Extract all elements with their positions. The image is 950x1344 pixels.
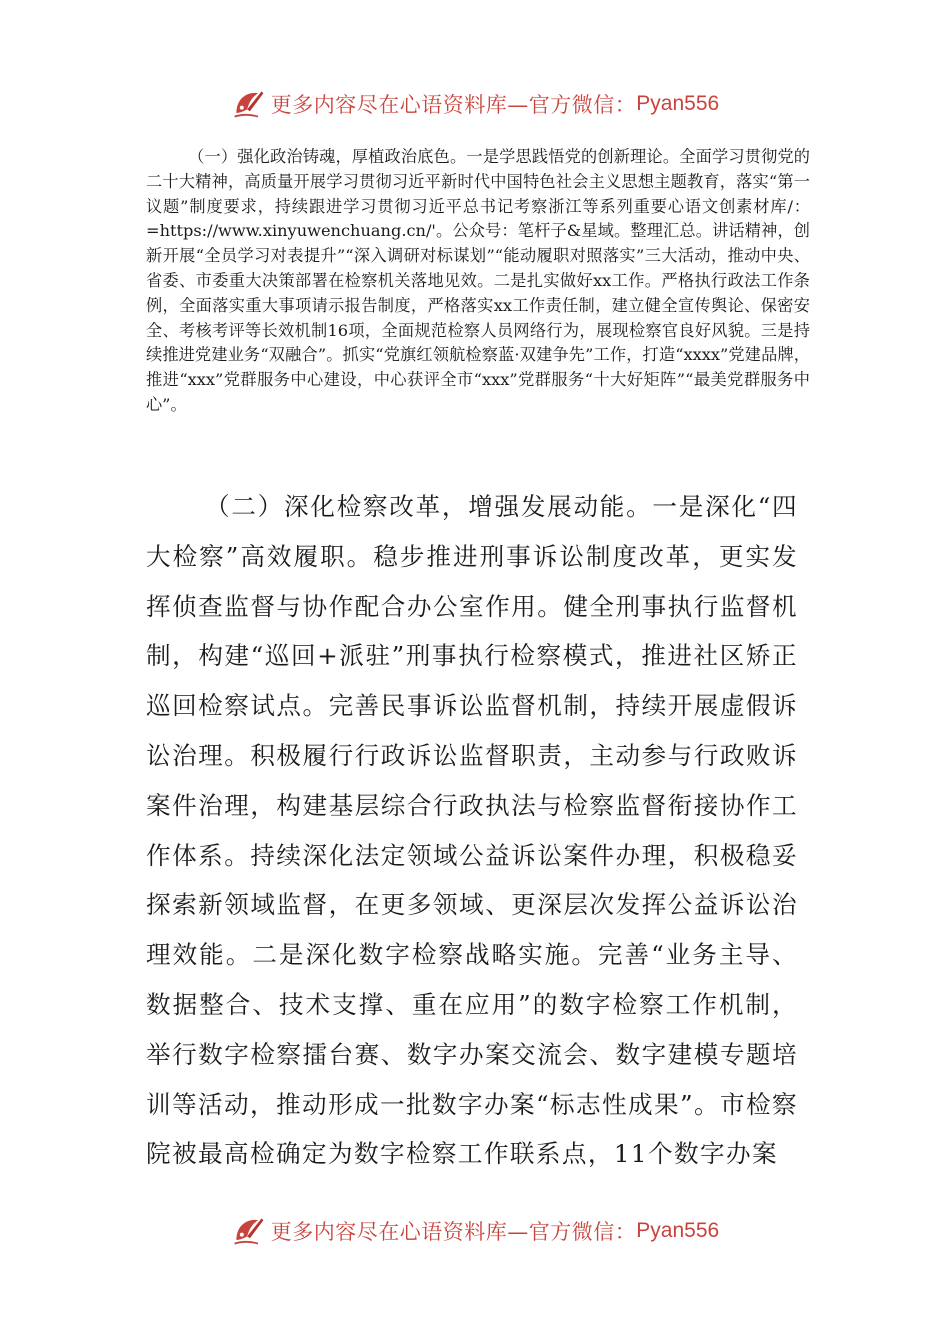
pen-nib-logo-icon: [231, 1213, 267, 1249]
banner-wechat-handle: Pyan556: [636, 92, 720, 115]
banner-wechat-handle: Pyan556: [636, 1219, 720, 1242]
banner-text: 更多内容尽在心语资料库—官方微信：: [270, 93, 637, 117]
banner-text: 更多内容尽在心语资料库—官方微信：: [270, 1220, 637, 1244]
header-banner: [0, 84, 950, 124]
body-paragraph-2: （二）深化检察改革，增强发展动能。一是深化“四大检察”高效履职。稳步推进刑事诉讼制度改革，更实发挥侦查监督与协作配合办公室作用。健全刑事执行监督机制，构建“巡回+派驻”刑事执行检察模式，推进社区矫正巡回检察试点。完善民事诉讼监督机制，持续开展虚假诉讼治理。积极履行行政诉讼监督职责，主动参与行政败诉案件治理，构建基层综合行政执法与检察监督衔接协作工作体系。持续深化法定领域公益诉讼案件办理，积极稳妥探索新领域监督，在更多领域、更深层次发挥公益诉讼治理效能。二是深化数字检察战略实施。完善“业务主导、数据整合、技术支撑、重在应用”的数字检察工作机制，举行数字检察擂台赛、数字办案交流会、数字建模专题培训等活动，推动形成一批数字办案“标志性成果”。市检察院被最高检确定为数字检察工作联系点，11个数字办案: [146, 492, 798, 1169]
body-paragraph-1: （一）强化政治铸魂，厚植政治底色。一是学思践悟党的创新理论。全面学习贯彻党的二十大精神，高质量开展学习贯彻习近平新时代中国特色社会主义思想主题教育，落实“第一议题”制度要求，持续跟进学习贯彻习近平总书记考察浙江等系列重要心语文创素材库/：=https://www.xinyuwenchuang.cn/'。公众号：笔杆子&星域。整理汇总。讲话精神，创新开展“全员学习对表提升”“深入调研对标谋划”“能动履职对照落实”三大活动，推动中央、省委、市委重大决策部署在检察机关落地见效。二是扎实做好xx工作。严格执行政法工作条例，全面落实重大事项请示报告制度，严格落实xx工作责任制，建立健全宣传舆论、保密安全、考核考评等长效机制16项，全面规范检察人员网络行为，展现检察官良好风貌。三是持续推进党建业务“双融合”。抓实“党旗红领航检察蓝·双建争先”工作，打造“xxxx”党建品牌，推进“xxx”党群服务中心建设，中心获评全市“xxx”党群服务“十大好矩阵”“最美党群服务中心”。: [146, 147, 810, 414]
footer-banner: [0, 1211, 950, 1251]
pen-nib-logo-icon: [231, 86, 267, 122]
